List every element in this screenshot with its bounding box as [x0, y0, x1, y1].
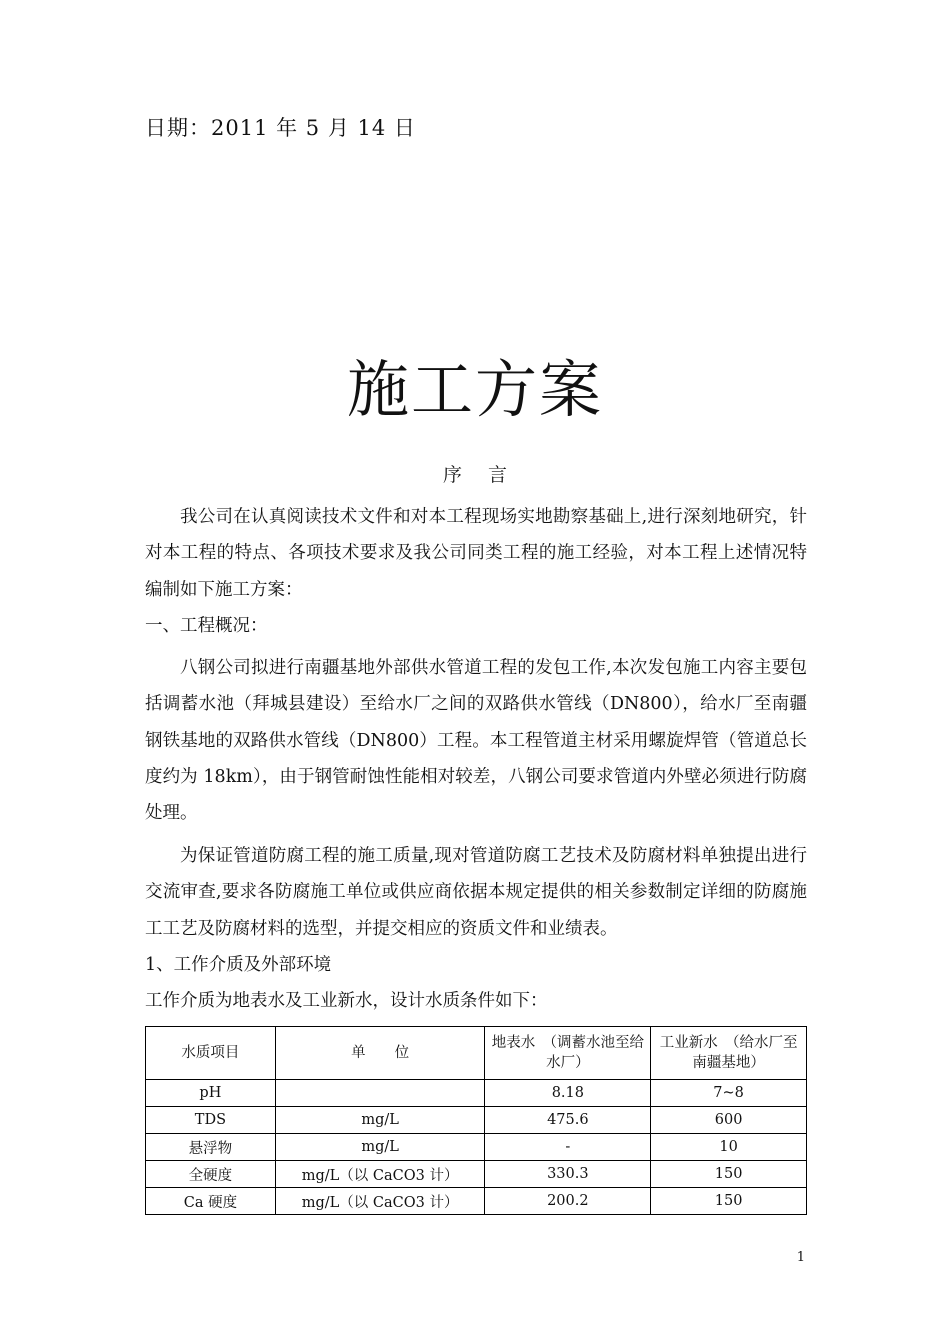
table-cell: 7~8 — [651, 1080, 807, 1107]
preface-section — [145, 499, 807, 644]
header-item: 水质项目 — [146, 1027, 276, 1080]
table-cell: 200.2 — [485, 1188, 651, 1215]
table-cell: - — [485, 1134, 651, 1161]
table-cell: Ca 硬度 — [146, 1188, 276, 1215]
water-quality-table — [145, 1026, 807, 1215]
table-row — [146, 1107, 807, 1134]
table-cell: TDS — [146, 1107, 276, 1134]
table-row — [146, 1188, 807, 1215]
table-cell: pH — [146, 1080, 276, 1107]
paragraph-project-scope: 八钢公司拟进行南疆基地外部供水管道工程的发包工作,本次发包施工内容主要包括调蓄水池（拜城县建设）至给水厂之间的双路供水管线（DN800），给水厂至南疆钢铁基地的双路供水管线（DN800）工程。本工程管道主材采用螺旋焊管（管道总长度约为 18km），由于钢管耐蚀性能相对较差，八钢公司要求管道内外壁必须进行防腐处理。 — [145, 658, 807, 824]
table-cell: 10 — [651, 1134, 807, 1161]
table-row — [146, 1080, 807, 1107]
table-cell: 330.3 — [485, 1161, 651, 1188]
table-cell: 悬浮物 — [146, 1134, 276, 1161]
table-cell: 475.6 — [485, 1107, 651, 1134]
table-cell: 8.18 — [485, 1080, 651, 1107]
table-cell: mg/L — [275, 1107, 485, 1134]
table-cell: mg/L — [275, 1134, 485, 1161]
header-industrial-water: 工业新水 （给水厂至南疆基地） — [651, 1027, 807, 1080]
section-heading-medium: 1、工作介质及外部环境 — [145, 954, 332, 975]
document-title: 施工方案 — [346, 352, 603, 426]
header-surface-water: 地表水 （调蓄水池至给水厂） — [485, 1027, 651, 1080]
overview-section — [145, 650, 807, 831]
section-heading-overview: 一、工程概况： — [145, 615, 268, 636]
page-number: 1 — [796, 1250, 805, 1265]
table-cell: mg/L（以 CaCO3 计） — [275, 1161, 485, 1188]
table-cell: mg/L（以 CaCO3 计） — [275, 1188, 485, 1215]
table-row — [146, 1134, 807, 1161]
table-row — [146, 1161, 807, 1188]
table-cell: 600 — [651, 1107, 807, 1134]
table-cell — [275, 1080, 485, 1107]
table-cell: 150 — [651, 1161, 807, 1188]
paragraph-quality: 为保证管道防腐工程的施工质量,现对管道防腐工艺技术及防腐材料单独提出进行交流审查,要求各防腐施工单位或供应商依据本规定提供的相关参数制定详细的防腐施工工艺及防腐材料的选型，并提交相应的资质文件和业绩表。 — [145, 846, 807, 939]
table-header-row — [146, 1027, 807, 1080]
table-cell: 150 — [651, 1188, 807, 1215]
paragraph-medium: 工作介质为地表水及工业新水，设计水质条件如下： — [145, 991, 548, 1012]
preface-heading: 序言 — [442, 464, 533, 486]
table-cell: 全硬度 — [146, 1161, 276, 1188]
quality-section — [145, 838, 807, 1019]
paragraph-intro: 我公司在认真阅读技术文件和对本工程现场实地勘察基础上,进行深刻地研究，针对本工程的特点、各项技术要求及我公司同类工程的施工经验，对本工程上述情况特编制如下施工方案： — [145, 507, 807, 600]
date-line: 日期：2011 年 5 月 14 日 — [145, 116, 416, 140]
header-unit: 单 位 — [275, 1027, 485, 1080]
